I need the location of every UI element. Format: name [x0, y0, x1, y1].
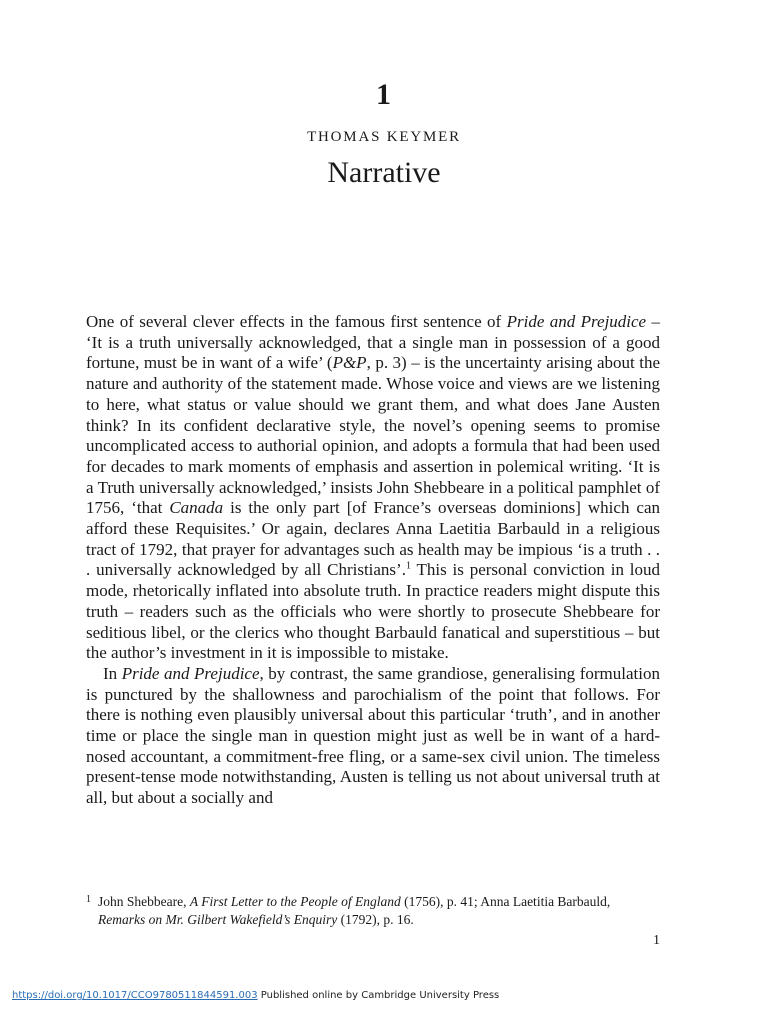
footnote-text: [98, 893, 660, 929]
italic-abbreviation: P&P: [332, 353, 367, 373]
footnote: [86, 893, 660, 929]
text-run: , by contrast, the same grandiose, generalising formulation is punctured by the shallowness and parochialism of the point that follows. For there is nothing even plausibly universal about this particular ‘truth’, and in another time or place the single man in question might just as well be in want of a hard-nosed accountant, a commitment-free fling, or a same-sex civil union. The timeless present-tense mode notwithstanding, Austen is telling us not about universal truth at all, but about a socially and: [86, 663, 660, 808]
italic-title: Pride and Prejudice: [121, 663, 260, 683]
chapter-author: THOMAS KEYMER: [307, 129, 461, 145]
italic-term: Canada: [169, 498, 224, 518]
publisher-note: Published online by Cambridge University Press: [257, 990, 500, 1001]
body-text: [86, 312, 660, 809]
doi-link[interactable]: https://doi.org/10.1017/CCO9780511844591.003: [12, 990, 258, 1001]
paragraph-2: [86, 664, 660, 809]
text-run: (1792), p. 16.: [337, 912, 414, 927]
text-run: John Shebbeare,: [98, 894, 190, 909]
italic-title: Remarks on Mr. Gilbert Wakefield’s Enquiry: [98, 912, 338, 927]
text-run: One of several clever effects in the famous first sentence of: [86, 312, 507, 331]
chapter-title: Narrative: [327, 156, 441, 189]
text-run: This is personal conviction in loud mode, rhetorically inflated into absolute truth. In practice readers might dispute this truth – readers such as the officials who were shortly to prosecute Shebbeare for seditious libel, or the clerics who thought Barbauld fanatical and superstitious – but the author’s investment in it is impossible to mistake.: [86, 560, 660, 663]
footnote-reference[interactable]: 1: [405, 560, 411, 572]
text-run: In: [103, 663, 122, 683]
text-run: , p. 3) – is the uncertainty arising about the nature and authority of the statement made. Whose voice and views are we listening to here, what status or value should we grant them, and what does Jane Austen think? In its confident declarative style, the novel’s opening seems to promise uncomplicated access to authorial opinion, and adopts a formula that had been used for decades to mark moments of emphasis and assertion in polemical writing. ‘It is a Truth universally acknowledged,’ insists John Shebbeare in a political pamphlet of 1756, ‘that: [86, 353, 660, 518]
text-run: (1756), p. 41; Anna Laetitia Barbauld,: [400, 894, 611, 909]
italic-title: Pride and Prejudice: [506, 312, 647, 331]
paragraph-1: [86, 312, 660, 664]
doi-footer: [12, 990, 499, 1001]
chapter-number: 1: [376, 78, 392, 111]
footnote-number: 1: [86, 894, 91, 905]
italic-title: A First Letter to the People of England: [189, 894, 401, 909]
text-run: – ‘It is a truth universally acknowledged, that a single man in possession of a good fortune, must be in want of a wife’ (: [86, 312, 661, 373]
text-run: is the only part [of France’s overseas dominions] which can afford these Requisites.’ Or again, declares Anna Laetitia Barbauld in a religious tract of 1792, that prayer for advantages such as health may be impious ‘is a truth . . . universally acknowledged by all Christians’.: [86, 498, 660, 580]
page-number: 1: [653, 933, 660, 948]
